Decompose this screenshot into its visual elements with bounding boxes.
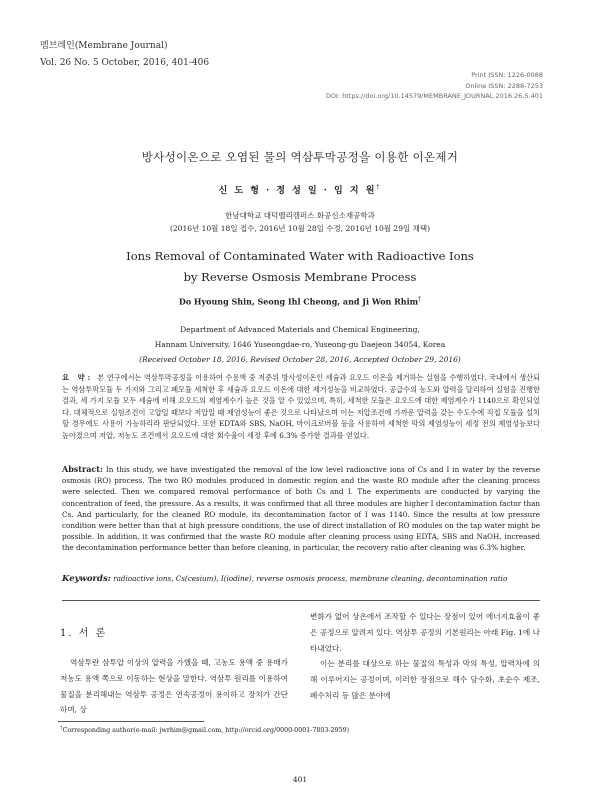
abstract-english-text: In this study, we have investigated the removal of the low level radioactive ions of Cs and I in water by the reverse osmosis (RO) process. The two RO modules produced in domestic region and the waste RO module after the cleaning process were selected. Then we compared removal performance of both Cs and I. The experiments are conducted by varying the concentration of feed, the pressure. As a results, it was confirmed that all three modules are higher I decontamination factor than Cs. And particularly, for the cleaned RO module, its decontamination factor of I was 1140. Since the results at low pressure condition were better than that at high pressure conditions, the use of direct installation of RO modules on the tap water might be possible. In addition, it was confirmed that the waste RO module after cleaning process using EDTA, SBS and NaOH, increased the decontamination performance better than before cleaning, in particular, the recovery ratio after cleaning was 6.3% higher. <box>62 465 540 553</box>
title-english <box>0 246 600 288</box>
corresponding-mark: † <box>376 184 382 191</box>
footnote <box>60 725 349 734</box>
received-dates-english: (Received October 18, 2016, Revised October 28, 2016, Accepted October 29, 2016) <box>139 355 461 364</box>
doi-link[interactable]: DOI: https://doi.org/10.14579/MEMBRANE_JOURNAL.2016.26.5.401 <box>325 92 543 100</box>
body-column-right <box>310 609 540 704</box>
footnote-mark: † <box>60 725 63 731</box>
authors-korean-names: 신 도 형 · 정 성 일 · 임 지 원 <box>218 186 377 196</box>
title-english-line2: by Reverse Osmosis Membrane Process <box>183 270 417 284</box>
abstract-english <box>62 464 540 554</box>
authors-korean <box>0 183 600 196</box>
journal-name: 멤브레인(Membrane Journal) <box>40 41 168 51</box>
affiliation-korean <box>0 209 600 235</box>
intro-paragraph-2: 이는 분리를 대상으로 하는 물질의 특성과 막의 특성, 압력차에 의해 이루어지는 공정이며, 이러한 장점으로 해수 담수화, 초순수 제조, 폐수처리 등 많은 분야에 <box>310 659 540 700</box>
issn-block <box>326 70 543 102</box>
corresponding-mark-en: † <box>418 296 422 303</box>
print-issn: Print ISSN: 1226-0088 <box>471 71 543 79</box>
received-dates-korean: (2016년 10월 18일 접수, 2016년 10월 28일 수정, 2016년 10월 29일 채택) <box>169 224 431 233</box>
affiliation-address: Hannam University, 1646 Yuseongdae-ro, Yuseong-gu Daejeon 34054, Korea <box>154 340 446 349</box>
keywords-text: radioactive ions, Cs(cesium), I(iodine), reverse osmosis process, membrane cleaning, decontamination ratio <box>113 574 508 583</box>
keywords-label: Keywords: <box>62 574 111 584</box>
affiliation-dept: Department of Advanced Materials and Chemical Engineering, <box>180 325 420 334</box>
intro-paragraph-1: 역삼투란 삼투압 이상의 압력을 가했을 때, 고농도 용액 중 용매가 저농도 용액 쪽으로 이동하는 현상을 말한다. 역삼투 원리를 이용하여 물질을 분리해내는 역삼투 공정은 연속공정이 용이하고 장치가 간단하며, 상 <box>60 658 288 715</box>
journal-volume: Vol. 26 No. 5 October, 2016, 401-406 <box>40 58 210 68</box>
authors-english-names: Do Hyoung Shin, Seong Ihl Cheong, and Ji Won Rhim <box>178 296 419 307</box>
body-column-left <box>60 655 288 718</box>
footnote-divider <box>58 721 204 722</box>
title-korean: 방사성이온으로 오염된 물의 역삼투막공정을 이용한 이온제거 <box>141 150 459 164</box>
abstract-korean-text: 본 연구에서는 역삼투막공정을 이용하여 수용액 중 저준위 방사성이온인 세슘과 요오드 이온을 제거하는 실험을 수행하였다. 국내에서 생산되는 역삼투막모듈 두 가지와 그리고 폐모듈 세척한 후 세슘과 요오드 이온에 대한 제거성능을 비교하였다. 공급수의 농도와 압력을 달리하여 실험을 진행한 결과, 세 가지 모듈 모두 세슘에 비해 요오드의 제염계수가 높은 것을 알 수 있었으며, 특히, 세척한 모듈은 요오드에 대한 제염계수가 1140으로 확인되었다. 대체적으로 실험조건이 고압일 때보다 저압일 때 제염성능이 좋은 것으로 나타났으며 이는 저압조건에 가까운 압력을 갖는 수도수에 직접 모듈을 설치할 경우에도 사용이 가능하리라 판단되었다. 또한 EDTA와 SBS, NaOH, 마이크로버블 등을 사용하여 세척한 막의 제염성능이 세정 전의 제염성능보다 높아졌으며 저압, 저농도 조건에서 요오드에 대한 회수율이 세정 후에 6.3% 증가한 결과를 얻었다. <box>62 373 541 440</box>
abstract-english-label: Abstract: <box>62 464 103 474</box>
intro-paragraph-1-cont: 변화가 없어 상온에서 조작할 수 있다는 장점이 있어 에너지효율이 좋은 공정으로 알려져 있다. 역삼투 공정의 기본원리는 아래 Fig. 1에 나타내었다. <box>310 612 540 653</box>
title-english-line1: Ions Removal of Contaminated Water with Radioactive Ions <box>126 249 474 263</box>
section-heading-introduction: 1. 서 론 <box>60 628 108 639</box>
affiliation-english <box>0 322 600 367</box>
authors-english <box>0 296 600 307</box>
footnote-text: Corresponding author(e-mail: jwrhim@gmail.com, http://orcid.org/0000-0001-7803-2959) <box>62 727 350 735</box>
journal-header <box>40 38 209 72</box>
keywords-divider <box>62 600 540 601</box>
online-issn: Online ISSN: 2288-7253 <box>465 81 543 90</box>
affiliation-korean-dept: 한남대학교 대덕밸리캠퍼스 화공신소재공학과 <box>225 211 375 220</box>
keywords <box>62 573 540 586</box>
page-number: 401 <box>292 775 308 784</box>
abstract-korean <box>62 372 540 442</box>
abstract-korean-label: 요 약: <box>62 373 94 382</box>
